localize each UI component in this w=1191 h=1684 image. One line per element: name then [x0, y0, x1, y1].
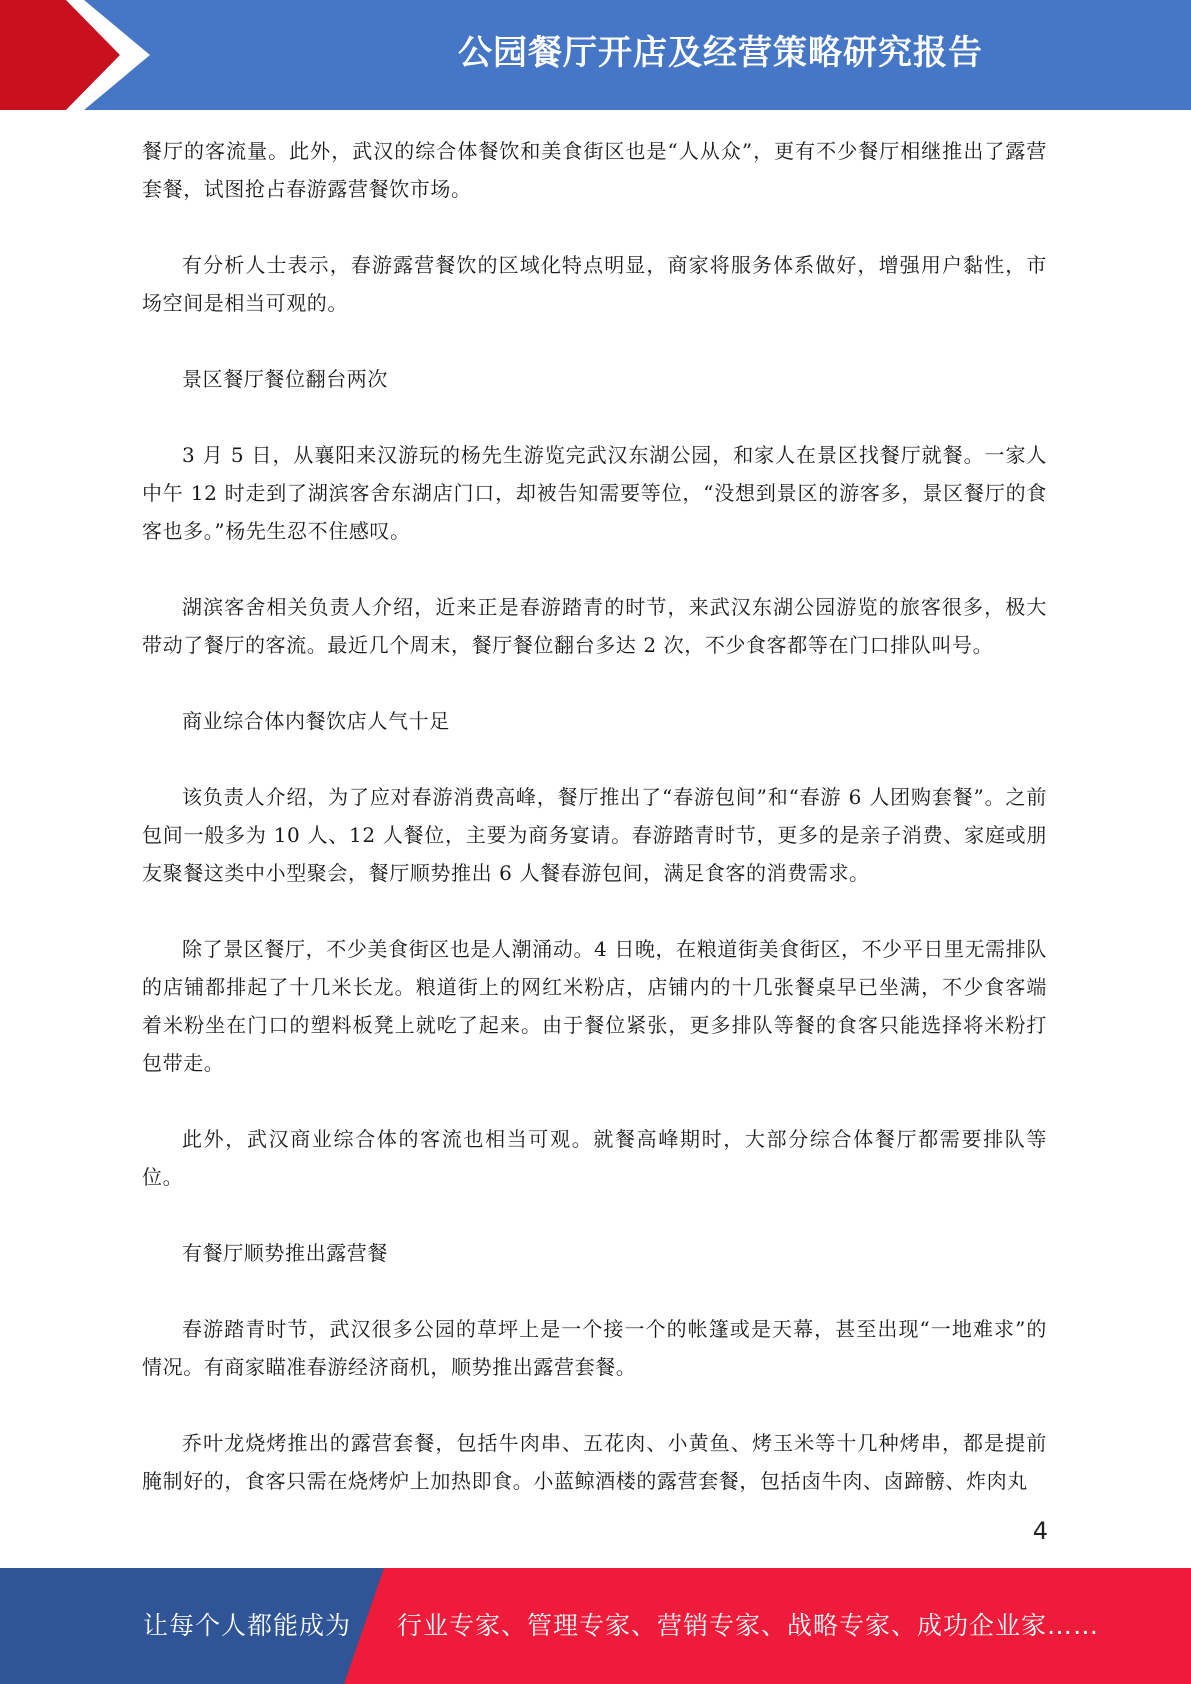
paragraph: 春游踏青时节，武汉很多公园的草坪上是一个接一个的帐篷或是天幕，甚至出现“一地难求”的情况。有商家瞄准春游经济商机，顺势推出露营套餐。	[142, 1317, 1047, 1379]
page-footer	[0, 1568, 1191, 1684]
paragraph: 有分析人士表示，春游露营餐饮的区域化特点明显，商家将服务体系做好，增强用户黏性，市场空间是相当可观的。	[142, 253, 1047, 315]
document-title: 公园餐厅开店及经营策略研究报告	[458, 33, 983, 73]
paragraph: 湖滨客舍相关负责人介绍，近来正是春游踏青的时节，来武汉东湖公园游览的旅客很多，极大带动了餐厅的客流。最近几个周末，餐厅餐位翻台多达 2 次，不少食客都等在门口排队叫号。	[142, 595, 1047, 657]
paragraph: 餐厅的客流量。此外，武汉的综合体餐饮和美食街区也是“人从众”，更有不少餐厅相继推出了露营套餐，试图抢占春游露营餐饮市场。	[142, 139, 1047, 201]
page-number: 4	[1032, 1517, 1048, 1545]
section-subheading: 景区餐厅餐位翻台两次	[182, 367, 388, 391]
document-body	[142, 132, 1047, 1538]
paragraph: 除了景区餐厅，不少美食街区也是人潮涌动。4 日晚，在粮道街美食街区，不少平日里无需排队的店铺都排起了十几米长龙。粮道街上的网红米粉店，店铺内的十几张餐桌早已坐满，不少食客端着米粉坐在门口的塑料板凳上就吃了起来。由于餐位紧张，更多排队等餐的食客只能选择将米粉打包带走。	[142, 937, 1047, 1075]
footer-slogan-right: 行业专家、管理专家、营销专家、战略专家、成功企业家……	[397, 1611, 1100, 1640]
paragraph: 该负责人介绍，为了应对春游消费高峰，餐厅推出了“春游包间”和“春游 6 人团购套餐”。之前包间一般多为 10 人、12 人餐位，主要为商务宴请。春游踏青时节，更多的是亲子消费、家庭或朋友聚餐这类中小型聚会，餐厅顺势推出 6 人餐春游包间，满足食客的消费需求。	[142, 785, 1047, 885]
paragraph: 乔叶龙烧烤推出的露营套餐，包括牛肉串、五花肉、小黄鱼、烤玉米等十几种烤串，都是提前腌制好的，食客只需在烧烤炉上加热即食。小蓝鲸酒楼的露营套餐，包括卤牛肉、卤蹄髈、炸肉丸	[142, 1431, 1047, 1493]
paragraph: 此外，武汉商业综合体的客流也相当可观。就餐高峰期时，大部分综合体餐厅都需要排队等位。	[142, 1127, 1047, 1189]
section-subheading: 商业综合体内餐饮店人气十足	[182, 709, 450, 733]
footer-slogan-left: 让每个人都能成为	[143, 1611, 352, 1640]
section-subheading: 有餐厅顺势推出露营餐	[182, 1241, 388, 1265]
paragraph: 3 月 5 日，从襄阳来汉游玩的杨先生游览完武汉东湖公园，和家人在景区找餐厅就餐。一家人中午 12 时走到了湖滨客舍东湖店门口，却被告知需要等位，“没想到景区的游客多，景区餐厅的食客也多。”杨先生忍不住感叹。	[142, 443, 1047, 543]
page-header	[0, 0, 1191, 110]
